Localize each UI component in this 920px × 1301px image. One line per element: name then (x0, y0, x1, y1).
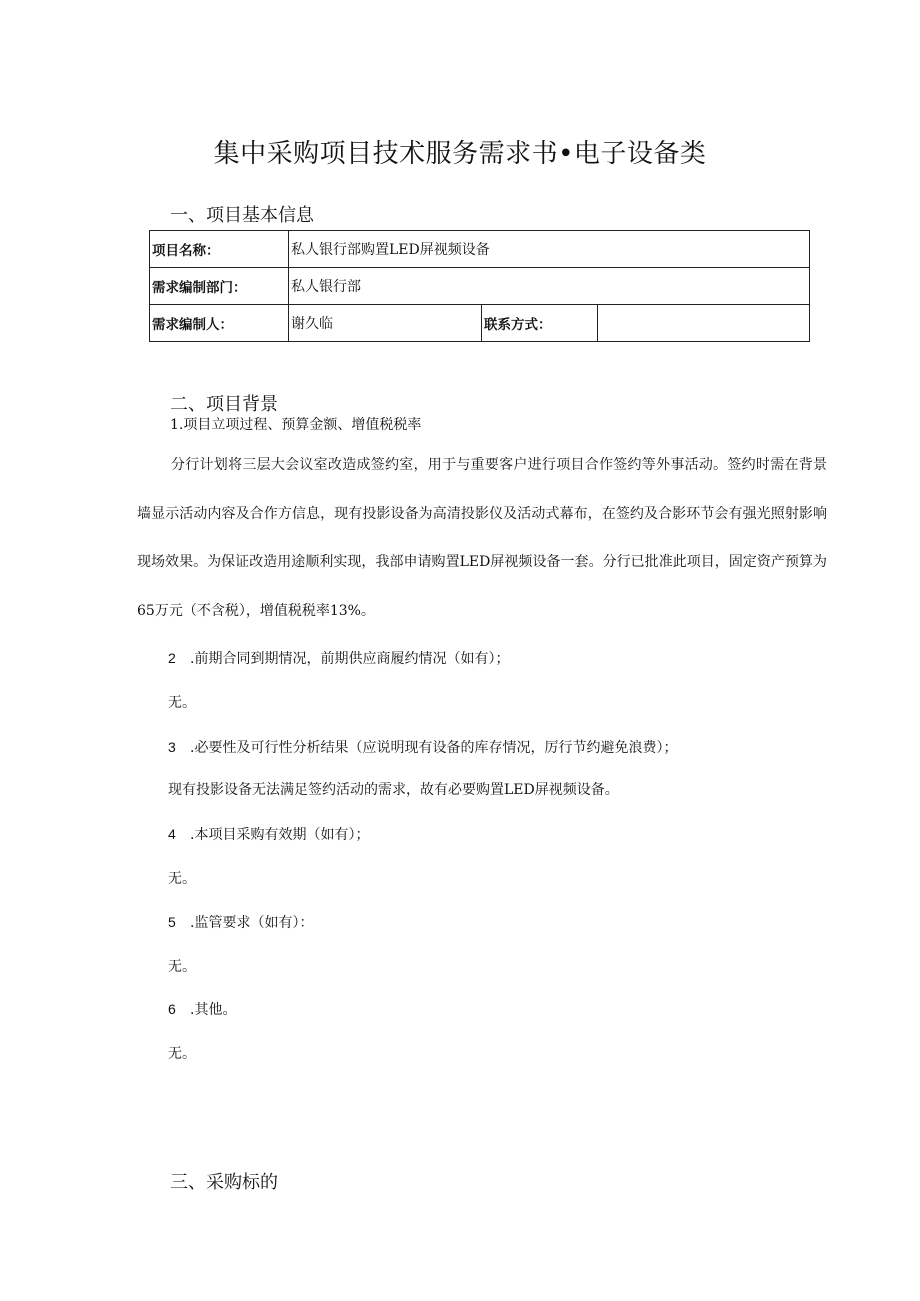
item6-text: .其他。 (190, 1002, 237, 1018)
section3-heading: 三、采购标的 (170, 1172, 278, 1193)
item4-text: .本项目采购有效期（如有）； (190, 827, 370, 843)
project-name-value: 私人银行部购置LED屏视频设备 (289, 231, 810, 268)
item2-answer: 无。 (168, 695, 196, 711)
item6-answer: 无。 (168, 1046, 196, 1062)
item5-title (168, 912, 313, 932)
item3-title (168, 737, 677, 757)
author-label: 需求编制人： (150, 305, 289, 342)
item3-number: 3 (168, 739, 176, 755)
item3-text: .必要性及可行性分析结果（应说明现有设备的库存情况，厉行节约避免浪费）； (190, 740, 678, 756)
author-value: 谢久临 (289, 305, 482, 342)
contact-value (598, 305, 810, 342)
item4-number: 4 (168, 826, 176, 842)
table-row (150, 231, 810, 268)
project-info-table (149, 230, 810, 342)
item2-title (168, 648, 509, 668)
dept-value: 私人银行部 (289, 268, 810, 305)
item2-number: 2 (168, 650, 176, 666)
item3-answer: 现有投影设备无法满足签约活动的需求，故有必要购置LED屏视频设备。 (168, 782, 619, 798)
dept-label: 需求编制部门： (150, 268, 289, 305)
table-row (150, 305, 810, 342)
document-title: 集中采购项目技术服务需求书•电子设备类 (213, 139, 707, 169)
item2-text: .前期合同到期情况，前期供应商履约情况（如有）； (190, 651, 510, 667)
contact-label: 联系方式： (482, 305, 598, 342)
item5-number: 5 (168, 914, 176, 930)
item1-body: 分行计划将三层大会议室改造成签约室，用于与重要客户进行项目合作签约等外事活动。签约时需在背景墙显示活动内容及合作方信息，现有投影设备为高清投影仪及活动式幕布，在签约及合影环节会有强光照射影响现场效果。为保证改造用途顺利实现，我部申请购置LED屏视频设备一套。分行已批准此项目，固定资产预算为65万元（不含税），增值税税率13%。 (137, 457, 827, 619)
section1-heading: 一、项目基本信息 (170, 205, 314, 226)
item5-text: .监管要求（如有）： (190, 915, 314, 931)
item1-title: 1.项目立项过程、预算金额、增值税税率 (170, 417, 422, 433)
item6-title (168, 999, 236, 1019)
project-name-label: 项目名称： (150, 231, 289, 268)
section2-heading: 二、项目背景 (170, 394, 278, 415)
item4-answer: 无。 (168, 871, 196, 887)
table-row (150, 268, 810, 305)
item4-title (168, 824, 369, 844)
item6-number: 6 (168, 1001, 176, 1017)
item5-answer: 无。 (168, 959, 196, 975)
